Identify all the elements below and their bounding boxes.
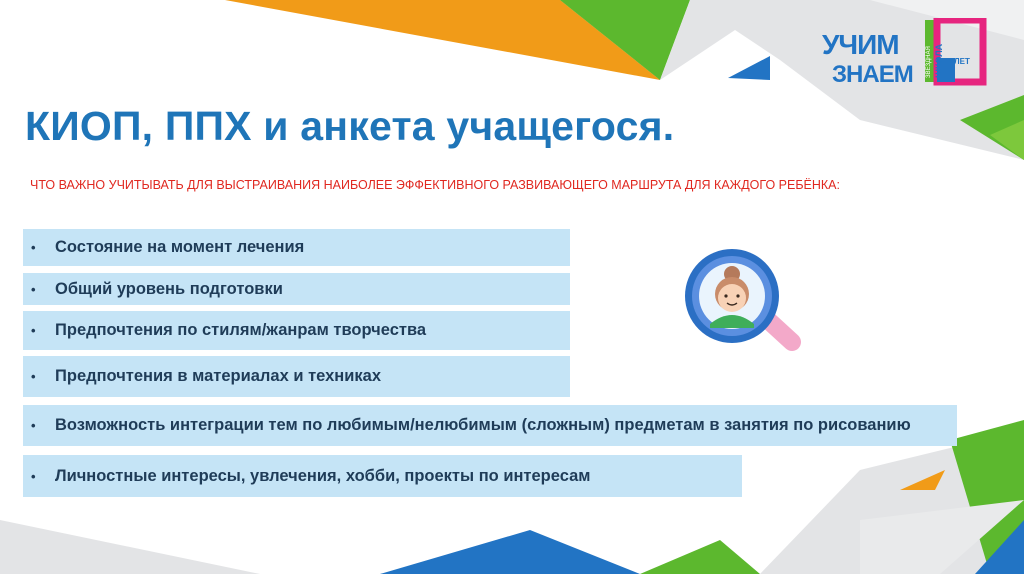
bullet: •	[31, 418, 36, 433]
bullet: •	[31, 323, 36, 338]
list-item	[23, 455, 742, 497]
list-item	[23, 311, 570, 350]
logo-years: ЛЕТ	[954, 57, 970, 66]
school-logo	[818, 18, 993, 93]
list-item-text: Предпочтения в материалах и техниках	[55, 367, 382, 385]
list-item	[23, 405, 957, 446]
logo-line1: УЧИМ	[822, 29, 899, 60]
list-item-text: Предпочтения по стилям/жанрам творчества	[55, 321, 427, 339]
list-item-text: Личностные интересы, увлечения, хобби, проекты по интересам	[55, 466, 591, 485]
page-title: КИОП, ППХ и анкета учащегося.	[25, 103, 675, 149]
list-item	[23, 356, 570, 397]
bullet: •	[31, 281, 36, 297]
bullet: •	[31, 369, 36, 384]
logo-line2: ЗНАЕМ	[832, 61, 913, 88]
list-item-text: Состояние на момент лечения	[55, 238, 305, 256]
list-item-text: Общий уровень подготовки	[55, 279, 283, 298]
list-item	[23, 273, 570, 305]
page-subtitle: ЧТО ВАЖНО УЧИТЫВАТЬ ДЛЯ ВЫСТРАИВАНИЯ НАИБОЛЕЕ ЭФФЕКТИВНОГО РАЗВИВАЮЩЕГО МАРШРУТА ДЛЯ КАЖДОГО РЕБЁНКА:	[30, 178, 840, 192]
logo-school-2: ШКОЛА	[934, 43, 944, 78]
magnifier-child-icon	[680, 244, 820, 364]
list-item	[23, 229, 570, 266]
bullet: •	[31, 240, 36, 255]
list-item-text: Возможность интеграции тем по любимым/нелюбимым (сложным) предметам в занятия по рисованию	[55, 416, 911, 434]
bullet: •	[31, 468, 36, 484]
logo-school-1: ЗВЕЗДНАЯ	[926, 46, 932, 78]
